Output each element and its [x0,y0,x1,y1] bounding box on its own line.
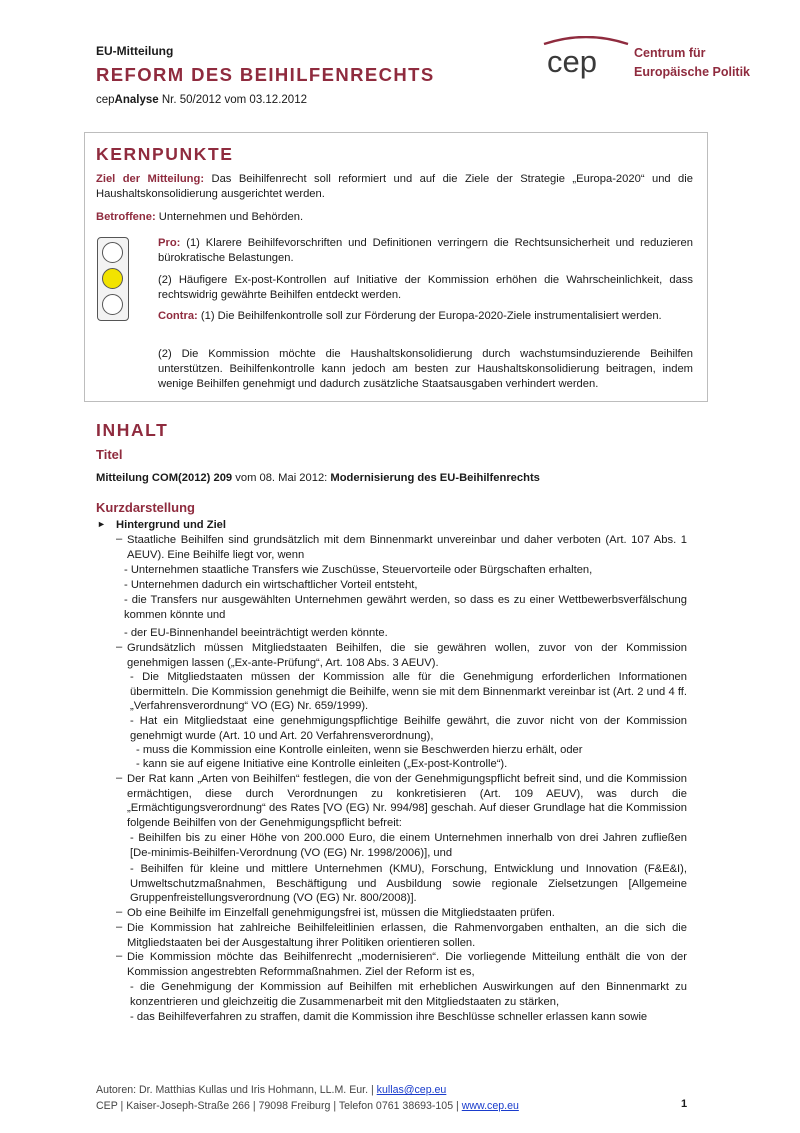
body-item: - Beihilfen bis zu einer Höhe von 200.000 Euro, die einem Unternehmen innerhalb von drei Jahren zufließen [De-minimis-Beihilfen-Verordnung (VO (EG) Nr. 1998/2006)], und [130,832,687,859]
affected-paragraph [96,210,693,225]
body-paragraph: Staatliche Beihilfen sind grundsätzlich mit dem Binnenmarkt unvereinbar und daher verboten (Art. 107 Abs. 1 AEUV). Eine Beihilfe liegt vor, wenn [127,534,687,561]
website-link[interactable]: www.cep.eu [461,1100,519,1112]
meta-prefix: cep [96,94,115,106]
document-title: REFORM DES BEIHILFENRECHTS [96,64,435,85]
analysis-number [96,94,307,106]
dash-marker: – [116,533,123,545]
body-paragraph: Die Kommission möchte das Beihilfenrecht „modernisieren“. Die vorliegende Mitteilung enthält die von der Kommission angestrebten Reformmaßnahmen. Ziel der Reform ist es, [127,951,687,978]
body-item: - Hat ein Mitgliedstaat eine genehmigungspflichtige Beihilfe gewährt, die zuvor nicht von der Kommission genehmigt wurde (Art. 10 und Art. 20 Verfahrensverordnung), [130,715,687,742]
dash-marker: – [116,641,123,653]
com-date: vom 08. Mai 2012: [232,472,331,484]
pro-label: Pro: [158,237,181,249]
dash-marker: – [116,772,123,784]
footer-address [96,1098,519,1114]
body-item: - die Genehmigung der Kommission auf Beihilfen mit erheblichen Auswirkungen auf den Binnenmarkt zu konzentrieren und gleichzeitig die Zusammenarbeit mit den Mitgliedstaaten zu stärken, [130,981,687,1008]
yellow-lamp-icon [102,268,123,289]
body-paragraph: Die Kommission hat zahlreiche Beihilfeleitlinien erlassen, die Rahmenvorgaben enthalten, an die sich die Mitgliedstaaten bei der Ausgestaltung ihrer Politiken orientieren sollen. [127,922,687,949]
body-item: - muss die Kommission eine Kontrolle einleiten, wenn sie Beschwerden hierzu erhält, oder [136,744,583,756]
key-points-heading: KERNPUNKTE [96,144,234,164]
body-item: - das Beihilfeverfahren zu straffen, damit die Kommission ihre Beschlüsse schneller erlassen kann sowie [130,1011,648,1023]
footer-authors [96,1082,519,1098]
meta-rest: Nr. 50/2012 vom 03.12.2012 [158,94,307,106]
body-item: - Die Mitgliedstaaten müssen der Kommission alle für die Genehmigung erforderlichen Informationen übermitteln. Die Kommission genehmigt die Beihilfe, wenn sie mit dem Binnenmarkt vereinbar ist (Art. 2 und 4 ff. „Verfahrensverordnung“ VO (EG) Nr. 659/1999). [130,671,687,713]
contra-2-paragraph: (2) Die Kommission möchte die Haushaltskonsolidierung durch wachstumsinduzierende Beihilfen unterstützen. Beihilfenkontrolle kann jedoch am besten zur Haushaltskonsolidierung beitragen, indem wenige Beihilfen genehmigt und dadurch zusätzliche Staatsausgaben verhindert werden. [158,348,693,390]
authors-text: Autoren: Dr. Matthias Kullas und Iris Hohmann, LL.M. Eur. | [96,1084,377,1096]
body-paragraph: Ob eine Beihilfe im Einzelfall genehmigungsfrei ist, müssen die Mitgliedstaaten prüfen. [127,907,555,919]
body-item: - kann sie auf eigene Initiative eine Kontrolle einleiten („Ex-post-Kontrolle“). [136,758,508,770]
meta-bold: Analyse [114,94,159,106]
body-item: - Unternehmen dadurch ein wirtschaftlicher Vorteil entsteht, [124,579,418,591]
goal-paragraph [96,172,693,202]
cep-logo-icon [540,36,632,86]
body-paragraph: Der Rat kann „Arten von Beihilfen“ festlegen, die von der Genehmigungspflicht befreit sind, und die Kommission ermächtigen, diese durch Verordnungen zu konkretisieren (Art. 109 AEUV), was durch die „Ermächtigungsverordnung“ des Rates [VO (EG) Nr. 994/98] geschah. Auf dieser Grundlage hat die Kommission folgende Beihilfen von der Genehmigungspflicht befreit: [127,773,687,829]
contra-1-paragraph [158,309,693,324]
contra-label: Contra: [158,310,198,322]
logo-word: cep [547,44,597,79]
body-item: - Beihilfen für kleine und mittlere Unternehmen (KMU), Forschung, Entwicklung und Innovation (F&E&I), Umweltschutzmaßnahmen, Beschäftigung und Ausbildung sowie regionale Zielsetzungen [Allgemeine Gruppenfreistellungsverordnung (VO (EG) Nr. 800/2008)]. [130,863,687,905]
affected-label: Betroffene: [96,211,156,223]
title-subheading: Titel [96,447,123,462]
body-item: - der EU-Binnenhandel beeinträchtigt werden könnte. [124,627,388,639]
address-text: CEP | Kaiser-Joseph-Straße 266 | 79098 Freiburg | Telefon 0761 38693-105 | [96,1100,462,1112]
goal-text: Das Beihilfenrecht soll reformiert und auf die Ziele der Strategie „Europa-2020“ und die Haushaltskonsolidierung ausgerichtet werden. [96,173,693,200]
document-kicker: EU-Mitteilung [96,44,174,58]
traffic-light-icon [97,237,129,321]
affected-text: Unternehmen und Behörden. [155,211,304,223]
dash-marker: – [116,921,123,933]
communication-title [96,471,540,486]
pro-1-paragraph [158,236,693,266]
red-lamp-icon [102,242,123,263]
org-line-2: Europäische Politik [634,65,751,79]
pro-2-paragraph: (2) Häufigere Ex-post-Kontrollen auf Initiative der Kommission erhöhen die Wahrscheinlichkeit, dass rechtswidrig gewährte Beihilfen entdeckt werden. [158,274,693,301]
dash-marker: – [116,906,123,918]
dash-marker: – [116,950,123,962]
com-number: Mitteilung COM(2012) 209 [96,472,233,484]
content-heading: INHALT [96,420,169,440]
body-paragraph: Grundsätzlich müssen Mitgliedstaaten Beihilfen, die sie gewähren wollen, zuvor von der Kommission genehmigen lassen („Ex-ante-Prüfung“, Art. 108 Abs. 3 AEUV). [127,642,687,669]
contra-1-text: (1) Die Beihilfenkontrolle soll zur Förderung der Europa-2020-Ziele instrumentalisiert werden. [197,310,662,322]
page-number: 1 [681,1098,688,1110]
body-item: - Unternehmen staatliche Transfers wie Zuschüsse, Steuervorteile oder Bürgschaften erhalten, [124,564,593,576]
section-title: Hintergrund und Ziel [116,519,227,531]
goal-label: Ziel der Mitteilung: [96,173,205,185]
footer [96,1082,519,1114]
arrow-right-icon: ► [97,519,106,529]
green-lamp-icon [102,294,123,315]
author-email-link[interactable]: kullas@cep.eu [376,1084,447,1096]
organization-name [634,44,750,82]
com-subject: Modernisierung des EU-Beihilfenrechts [330,472,540,484]
body-item: - die Transfers nur ausgewählten Unternehmen gewährt werden, so dass es zu einer Wettbewerbsverfälschung kommen könnte und [124,594,687,621]
summary-subheading: Kurzdarstellung [96,500,195,515]
pro-1-text: (1) Klarere Beihilfevorschriften und Definitionen verringern die Rechtsunsicherheit und reduzieren bürokratische Belastungen. [158,237,693,264]
org-line-1: Centrum für [634,46,706,60]
